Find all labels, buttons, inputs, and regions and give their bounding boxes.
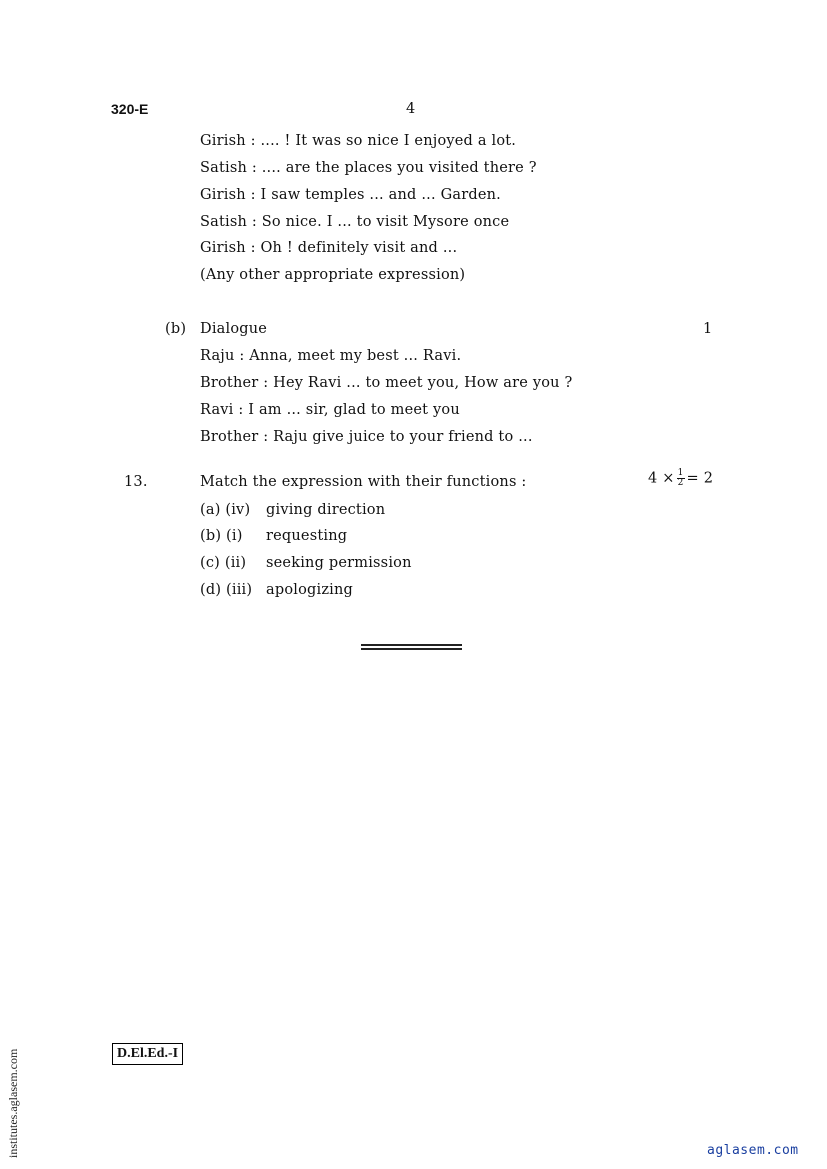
match-function: giving direction — [266, 502, 386, 518]
match-function: requesting — [266, 528, 348, 544]
fraction-denominator: 2 — [677, 478, 684, 488]
dialogue-line: Brother : Raju give juice to your friend to ... — [200, 429, 533, 445]
match-pair: (a) (iv) — [200, 502, 251, 518]
dialogue-line: Satish : .... are the places you visited there ? — [200, 160, 537, 176]
dialogue-line: Raju : Anna, meet my best ... Ravi. — [200, 348, 462, 364]
dialogue-line: Girish : I saw temples ... and ... Garden. — [200, 187, 501, 203]
fraction-numerator: 1 — [677, 468, 684, 478]
side-watermark: institutes.aglasem.com — [6, 1048, 20, 1158]
section-b-title: Dialogue — [200, 321, 268, 337]
match-pair: (b) (i) — [200, 528, 243, 544]
dialogue-line: Brother : Hey Ravi ... to meet you, How are you ? — [200, 375, 573, 391]
question-text: Match the expression with their functions : — [200, 474, 527, 490]
match-pair: (d) (iii) — [200, 582, 253, 598]
question-marks — [648, 469, 713, 488]
dialogue-line: Girish : .... ! It was so nice I enjoyed a lot. — [200, 133, 517, 149]
section-b-marks: 1 — [703, 321, 713, 337]
dialogue-line: Ravi : I am ... sir, glad to meet you — [200, 402, 460, 418]
match-function: apologizing — [266, 582, 354, 598]
dialogue-line: Satish : So nice. I ... to visit Mysore once — [200, 214, 510, 230]
answer-note: (Any other appropriate expression) — [200, 267, 466, 283]
marks-multiplier: 4 × — [648, 470, 675, 487]
end-of-paper-rule — [361, 644, 462, 650]
paper-code: 320-E — [111, 101, 149, 117]
marks-total: = 2 — [686, 470, 714, 487]
match-pair: (c) (ii) — [200, 555, 247, 571]
dialogue-line: Girish : Oh ! definitely visit and ... — [200, 240, 458, 256]
question-number: 13. — [124, 474, 148, 490]
marks-fraction — [677, 469, 685, 488]
match-function: seeking permission — [266, 555, 412, 571]
section-b-label: (b) — [165, 321, 187, 337]
course-label: D.El.Ed.-I — [112, 1043, 183, 1065]
page-number: 4 — [406, 101, 416, 117]
footer-site-link[interactable]: aglasem.com — [707, 1143, 799, 1158]
